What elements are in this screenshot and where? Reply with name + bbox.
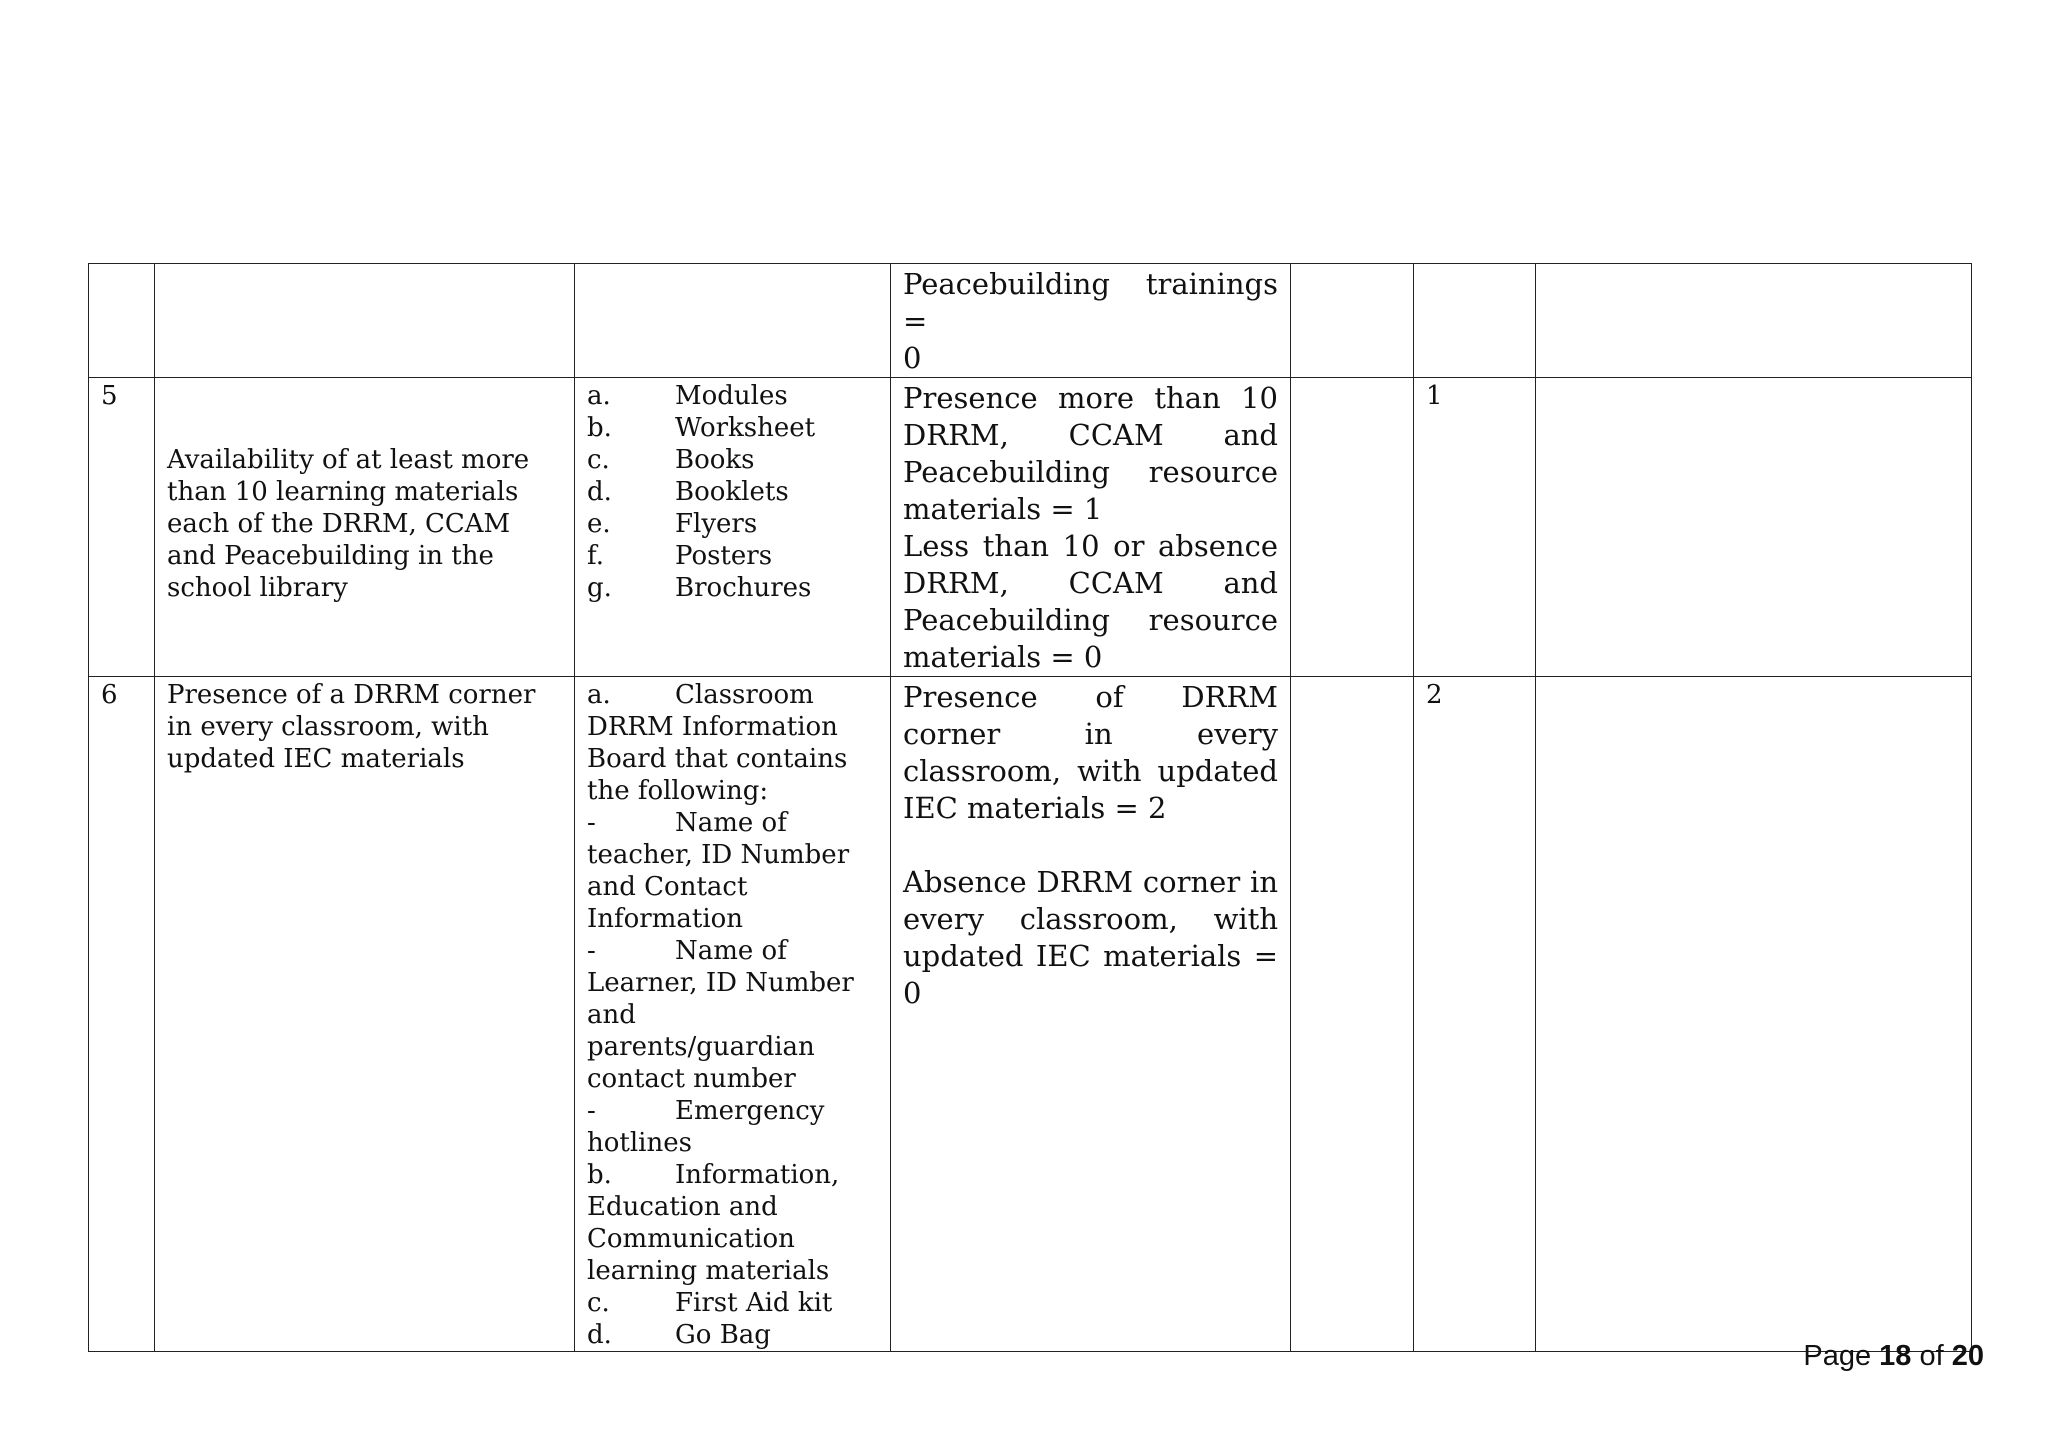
- list-line: a. Classroom: [587, 680, 814, 710]
- scoring-line: Presence more than 10: [903, 381, 1278, 415]
- scoring-line: 0: [903, 341, 922, 375]
- remarks-cell: [1536, 677, 1972, 1352]
- indicator-cell: [155, 264, 575, 378]
- score-value: 1: [1426, 381, 1443, 411]
- list-line: c. First Aid kit: [587, 1288, 833, 1318]
- scoring-line: Peacebuilding resource: [903, 455, 1278, 489]
- list-line: - Name of: [587, 808, 787, 838]
- score-cell: [1414, 378, 1536, 677]
- indicator-cell: [155, 378, 575, 677]
- row-number: 5: [101, 381, 118, 411]
- table-row: [89, 677, 1972, 1352]
- list-line: Communication: [587, 1224, 795, 1254]
- scoring-absence: Absence DRRM corner in every classroom, with updated IEC materials = 0: [903, 865, 1278, 1010]
- page-number: [1803, 1340, 1984, 1373]
- row-number-cell: [89, 677, 155, 1352]
- remarks-cell: [1536, 264, 1972, 378]
- scoring-cell: [891, 264, 1291, 378]
- means-cell: [575, 677, 891, 1352]
- list-item: a. Modules: [587, 381, 788, 411]
- scoring-cell: [891, 378, 1291, 677]
- indicator-cell: [155, 677, 575, 1352]
- list-line: Learner, ID Number: [587, 968, 854, 998]
- list-item: b. Worksheet: [587, 413, 816, 443]
- list-item: g. Brochures: [587, 573, 812, 603]
- scoring-line: Less than 10 or absence: [903, 529, 1278, 563]
- scoring-line: Peacebuilding resource: [903, 603, 1278, 637]
- list-line: Education and: [587, 1192, 778, 1222]
- indicator-text: Presence of a DRRM corner in every classroom, with updated IEC materials: [167, 680, 536, 774]
- list-item: e. Flyers: [587, 509, 758, 539]
- list-item: c. Books: [587, 445, 755, 475]
- scoring-presence: Presence of DRRM corner in every classroom, with updated IEC materials = 2: [903, 680, 1278, 825]
- row-number-cell: [89, 378, 155, 677]
- list-line: and: [587, 1000, 636, 1030]
- list-line: b. Information,: [587, 1160, 840, 1190]
- list-item: f. Posters: [587, 541, 773, 571]
- empty-cell: [1291, 378, 1414, 677]
- list-line: hotlines: [587, 1128, 692, 1158]
- list-line: Information: [587, 904, 744, 934]
- empty-cell: [1291, 264, 1414, 378]
- of-label: of: [1919, 1340, 1944, 1372]
- list-line: the following:: [587, 776, 769, 806]
- list-line: teacher, ID Number: [587, 840, 850, 870]
- list-line: and Contact: [587, 872, 748, 902]
- scoring-cell: [891, 677, 1291, 1352]
- remarks-cell: [1536, 378, 1972, 677]
- list-line: - Emergency: [587, 1096, 825, 1126]
- table-row: [89, 378, 1972, 677]
- list-line: d. Go Bag: [587, 1320, 771, 1350]
- means-cell: [575, 378, 891, 677]
- means-cell: [575, 264, 891, 378]
- row-number-cell: [89, 264, 155, 378]
- scoring-line: materials = 1: [903, 492, 1103, 526]
- list-line: learning materials: [587, 1256, 830, 1286]
- list-line: Board that contains: [587, 744, 848, 774]
- scoring-line: Peacebuilding trainings =: [903, 267, 1278, 338]
- scoring-line: DRRM, CCAM and: [903, 418, 1278, 452]
- empty-cell: [1291, 677, 1414, 1352]
- list-item: d. Booklets: [587, 477, 789, 507]
- scoring-line: DRRM, CCAM and: [903, 566, 1278, 600]
- score-cell: [1414, 677, 1536, 1352]
- indicator-text: Availability of at least more than 10 learning materials each of the DRRM, CCAM and Peacebuilding in the school library: [167, 445, 530, 603]
- list-line: DRRM Information: [587, 712, 838, 742]
- table-row: [89, 264, 1972, 378]
- page-label: Page: [1803, 1340, 1872, 1372]
- list-line: parents/guardian: [587, 1032, 815, 1062]
- scoring-line: materials = 0: [903, 640, 1103, 674]
- list-line: contact number: [587, 1064, 796, 1094]
- criteria-table: [88, 263, 1972, 1352]
- score-cell: [1414, 264, 1536, 378]
- total-pages: 20: [1951, 1340, 1984, 1372]
- row-number: 6: [101, 680, 118, 710]
- list-line: - Name of: [587, 936, 787, 966]
- current-page: 18: [1879, 1340, 1912, 1372]
- score-value: 2: [1426, 680, 1443, 710]
